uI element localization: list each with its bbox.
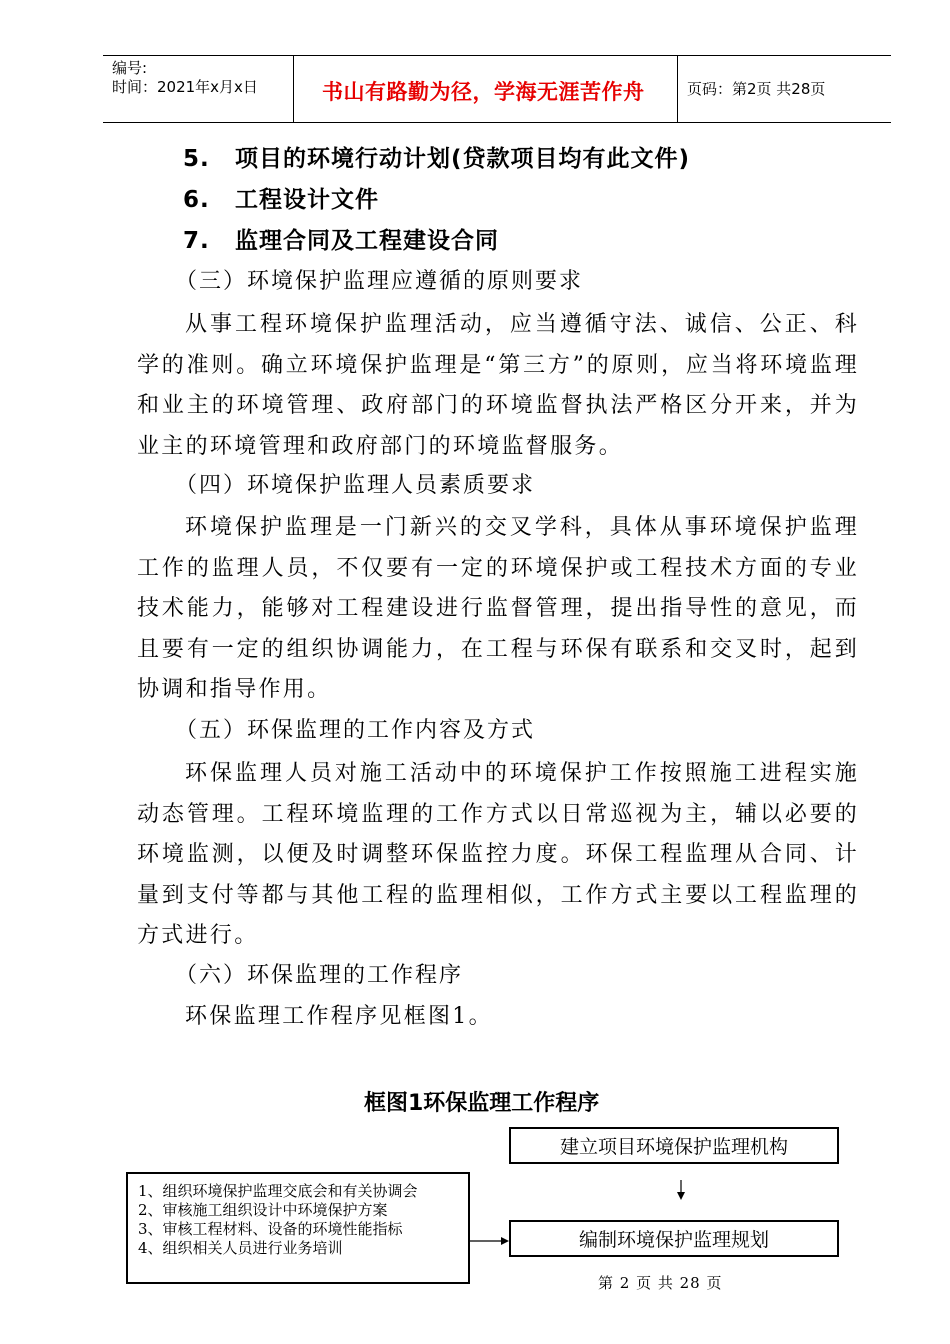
section-heading: （四）环境保护监理人员素质要求 bbox=[175, 473, 536, 498]
diagram-box-label: 编制环境保护监理规划 bbox=[578, 1229, 769, 1251]
arrow-right-connector bbox=[470, 1237, 509, 1245]
page-indicator: 页码：第2页 共28页 bbox=[687, 80, 826, 98]
list-item-number: 6. bbox=[183, 187, 210, 213]
diagram-list-item: 3、审核工程材料、设备的环境性能指标 bbox=[138, 1220, 403, 1238]
page-footer: 第 2 页 共 28 页 bbox=[598, 1274, 723, 1292]
list-item-number: 7. bbox=[183, 228, 210, 254]
header-motto: 书山有路勤为径，学海无涯苦作舟 bbox=[322, 80, 645, 104]
diagram-title: 框图1环保监理工作程序 bbox=[364, 1091, 600, 1116]
diagram-list-item: 4、组织相关人员进行业务培训 bbox=[138, 1239, 343, 1257]
document-number-label: 编号: bbox=[112, 59, 148, 77]
arrow-down-connector bbox=[677, 1180, 685, 1200]
section-heading: （五）环保监理的工作内容及方式 bbox=[175, 718, 536, 743]
section-heading: （六）环保监理的工作程序 bbox=[175, 963, 464, 988]
list-item-number: 5. bbox=[183, 146, 210, 172]
section-paragraph: 环境保护监理是一门新兴的交叉学科，具体从事环境保护监理工作的监理人员，不仅要有一定的环境保护或工程技术方面的专业技术能力，能够对工程建设进行监督管理，提出指导性的意见，而且要有一定的组织协调能力，在工程与环保有联系和交叉时，起到协调和指导作用。 bbox=[137, 515, 859, 702]
list-item-text: 工程设计文件 bbox=[235, 187, 379, 213]
section-paragraph: 从事工程环境保护监理活动，应当遵循守法、诚信、公正、科学的准则。确立环境保护监理是“第三方”的原则，应当将环境监理和业主的环境管理、政府部门的环境监督执法严格区分开来，并为业主的环境管理和政府部门的环境监督服务。 bbox=[137, 312, 859, 459]
diagram-list-item: 1、组织环境保护监理交底会和有关协调会 bbox=[138, 1182, 418, 1200]
section-heading: （三）环境保护监理应遵循的原则要求 bbox=[175, 269, 584, 294]
document-date: 时间：2021年x月x日 bbox=[112, 78, 258, 96]
section-paragraph: 环保监理工作程序见框图1。 bbox=[185, 1004, 493, 1029]
diagram-list-item: 2、审核施工组织设计中环境保护方案 bbox=[138, 1201, 388, 1219]
list-item-text: 监理合同及工程建设合同 bbox=[235, 228, 499, 254]
section-paragraph: 环保监理人员对施工活动中的环境保护工作按照施工进程实施动态管理。工程环境监理的工作方式以日常巡视为主，辅以必要的环境监测，以便及时调整环保监控力度。环保工程监理从合同、计量到支付等都与其他工程的监理相似，工作方式主要以工程监理的方式进行。 bbox=[137, 761, 859, 948]
diagram-box-label: 建立项目环境保护监理机构 bbox=[559, 1136, 788, 1158]
list-item-text: 项目的环境行动计划(贷款项目均有此文件) bbox=[235, 146, 691, 172]
